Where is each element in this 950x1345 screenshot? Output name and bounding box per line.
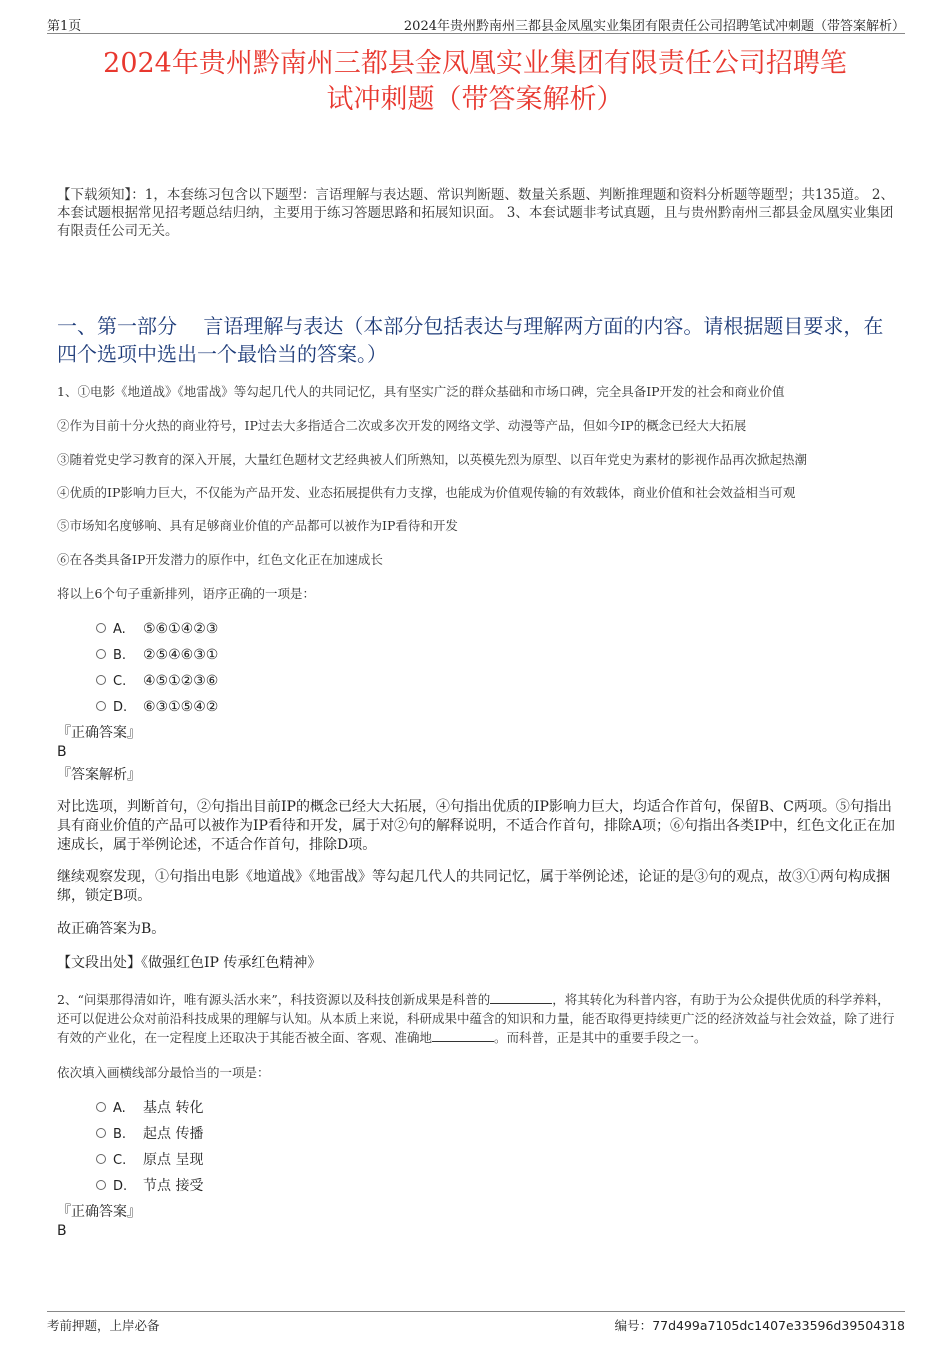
q2-stem [57,990,900,1047]
q1-prompt: 将以上6个句子重新排列，语序正确的一项是： [57,586,315,601]
option-text: ⑥③①⑤④② [143,699,219,715]
q1-option-b[interactable] [96,642,218,668]
option-text: ②⑤④⑥③① [143,647,219,663]
code-value: 77d499a7105dc1407e33596d39504318 [652,1318,905,1333]
radio-icon[interactable] [96,701,106,711]
page-number: 第1页 [47,19,82,34]
option-text: ④⑤①②③⑥ [143,673,219,689]
q1-sentence-4: ④优质的IP影响力巨大，不仅能为产品开发、业态拓展提供有力支撑，也能成为价值观传输的有效载体，商业价值和社会效益相当可观 [57,485,796,500]
q2-answer-label: 『正确答案』 [57,1204,141,1220]
q1-sentence-5: ⑤市场知名度够响、具有足够商业价值的产品都可以被作为IP看待和开发 [57,518,458,533]
code-label: 编号： [614,1318,653,1333]
footer-code [615,1316,905,1334]
header-doc-title: 2024年贵州黔南州三都县金凤凰实业集团有限责任公司招聘笔试冲刺题（带答案解析） [403,19,905,34]
q1-analysis-label: 『答案解析』 [57,767,141,783]
q1-sentence-2: ②作为目前十分火热的商业符号，IP过去大多指适合二次或多次开发的网络文学、动漫等产品，但如今IP的概念已经大大拓展 [57,418,747,433]
q2-option-c[interactable] [96,1147,203,1173]
option-letter: D. [113,1179,128,1194]
q2-option-d[interactable] [96,1173,203,1199]
download-notice: 【下载须知】：1，本套练习包含以下题型：言语理解与表达题、常识判断题、数量关系题、判断推理题和资料分析题等题型；共135道。 2、本套试题根据常见招考题总结归纳，主要用于练习答题思路和拓展知识面。 3、本套试题非考试真题，且与贵州黔南州三都县金凤凰实业集团有限责任公司无关。 [57,187,894,239]
q1-option-c[interactable] [96,668,218,694]
q1-sentence-3: ③随着党史学习教育的深入开展，大量红色题材文艺经典被人们所熟知，以英模先烈为原型、以百年党史为素材的影视作品再次掀起热潮 [57,452,808,467]
page-footer [47,1311,905,1342]
option-text: 原点 呈现 [143,1152,204,1168]
radio-icon[interactable] [96,623,106,633]
q2-option-b[interactable] [96,1121,203,1147]
option-letter: A. [113,1101,126,1116]
radio-icon[interactable] [96,649,106,659]
q1-analysis-p3: 故正确答案为B。 [57,921,166,937]
option-letter: B. [113,648,127,663]
q2-text-c: 。而科普，正是其中的重要手段之一。 [494,1030,707,1045]
blank-2 [432,1029,494,1042]
radio-icon[interactable] [96,1180,106,1190]
option-letter: D. [113,700,128,715]
blank-1 [490,991,552,1004]
q1-option-d[interactable] [96,694,218,720]
q1-source: 【文段出处】《做强红色IP 传承红色精神》 [57,955,322,971]
q1-answer: B [57,744,67,760]
option-letter: A. [113,622,126,637]
title-line-2: 试冲刺题（带答案解析） [326,84,624,115]
option-letter: C. [113,674,127,689]
radio-icon[interactable] [96,1102,106,1112]
q1-analysis-p1: 对比选项，判断首句，②句指出目前IP的概念已经大大拓展，④句指出优质的IP影响力巨大，均适合作首句，保留B、C两项。⑤句指出具有商业价值的产品可以被作为IP看待和开发，属于对②句的解释说明，不适合作首句，排除A项；⑥句指出各类IP中，红色文化正在加速成长，属于举例论述，不适合作首句，排除D项。 [57,799,896,853]
q1-option-a[interactable] [96,616,218,642]
q2-answer: B [57,1223,67,1239]
radio-icon[interactable] [96,1154,106,1164]
q1-sentence-6: ⑥在各类具备IP开发潜力的原作中，红色文化正在加速成长 [57,552,383,567]
option-text: 基点 转化 [143,1100,204,1116]
document-title [40,46,910,118]
section-heading: 一、第一部分 言语理解与表达（本部分包括表达与理解两方面的内容。请根据题目要求，在四个选项中选出一个最恰当的答案。） [57,314,884,366]
radio-icon[interactable] [96,675,106,685]
option-text: 起点 传播 [143,1126,204,1142]
page-header [47,13,905,34]
q2-text-a: 2、“问渠那得清如许，唯有源头活水来”，科技资源以及科技创新成果是科普的 [57,992,491,1007]
q2-options [96,1095,203,1199]
footer-slogan: 考前押题，上岸必备 [47,1318,160,1333]
title-line-1: 2024年贵州黔南州三都县金凤凰实业集团有限责任公司招聘笔 [103,48,847,79]
q1-answer-label: 『正确答案』 [57,725,141,741]
q1-analysis-p2: 继续观察发现，①句指出电影《地道战》《地雷战》等勾起几代人的共同记忆，属于举例论述，论证的是③句的观点，故③①两句构成捆绑，锁定B项。 [57,869,890,904]
option-text: 节点 接受 [143,1178,204,1194]
option-text: ⑤⑥①④②③ [143,621,219,637]
option-letter: C. [113,1153,127,1168]
q2-text-b: ，将其转化为科普内容，有助于为公众提供优质的科学养料，还可以促进公众对前沿科技成果的理解与认知。从本质上来说，科研成果中蕴含的知识和力量，能否取得更持续更广泛的经济效益与社会效益，除了进行有效的产业化，在一定程度上还取决于其能否被全面、客观、准确地 [57,992,895,1045]
q1-sentence-1: 1、①电影《地道战》《地雷战》等勾起几代人的共同记忆，具有坚实广泛的群众基础和市场口碑，完全具备IP开发的社会和商业价值 [57,384,785,399]
q1-options [96,616,218,720]
option-letter: B. [113,1127,127,1142]
q2-option-a[interactable] [96,1095,203,1121]
q2-prompt: 依次填入画横线部分最恰当的一项是： [57,1065,270,1080]
radio-icon[interactable] [96,1128,106,1138]
